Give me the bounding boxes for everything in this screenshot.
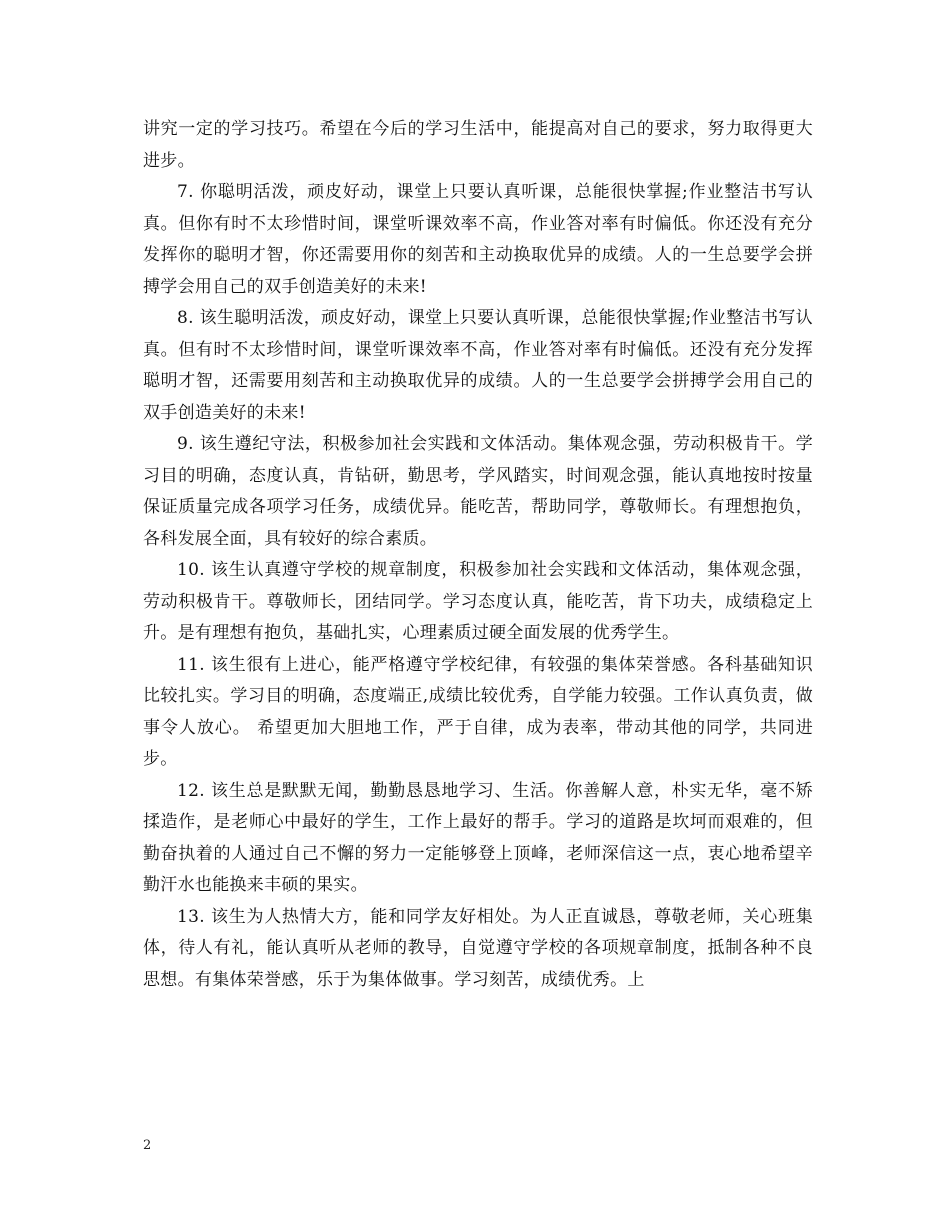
page-number: 2: [143, 1138, 152, 1153]
paragraph-item-7: 7. 你聪明活泼，顽皮好动，课堂上只要认真听课，总能很快掌握;作业整洁书写认真。但你有时不太珍惜时间，课堂听课效率不高，作业答对率有时偏低。你还没有充分发挥你的聪明才智，你还需要用你的刻苦和主动换取优异的成绩。人的一生总要学会拼搏学会用自己的双手创造美好的未来!: [143, 182, 813, 297]
paragraph-item-12: 12. 该生总是默默无闻，勤勤恳恳地学习、生活。你善解人意，朴实无华，毫不矫揉造作，是老师心中最好的学生，工作上最好的帮手。学习的道路是坎坷而艰难的，但勤奋执着的人通过自己不懈的努力一定能够登上顶峰，老师深信这一点，衷心地希望辛勤汗水也能换来丰硕的果实。: [143, 780, 813, 895]
paragraph-item-13: 13. 该生为人热情大方，能和同学友好相处。为人正直诚恳，尊敬老师，关心班集体，待人有礼，能认真听从老师的教导，自觉遵守学校的各项规章制度，抵制各种不良思想。有集体荣誉感，乐于为集体做事。学习刻苦，成绩优秀。上: [143, 906, 813, 990]
paragraph-item-8: 8. 该生聪明活泼，顽皮好动，课堂上只要认真听课，总能很快掌握;作业整洁书写认真。但有时不太珍惜时间，课堂听课效率不高，作业答对率有时偏低。还没有充分发挥聪明才智，还需要用刻苦和主动换取优异的成绩。人的一生总要学会拼搏学会用自己的双手创造美好的未来!: [143, 308, 813, 423]
document-body: [143, 114, 813, 996]
paragraph-item-9: 9. 该生遵纪守法，积极参加社会实践和文体活动。集体观念强，劳动积极肯干。学习目的明确，态度认真，肯钻研，勤思考，学风踏实，时间观念强，能认真地按时按量保证质量完成各项学习任务，成绩优异。能吃苦，帮助同学，尊敬师长。有理想抱负，各科发展全面，具有较好的综合素质。: [143, 434, 813, 549]
paragraph-item-10: 10. 该生认真遵守学校的规章制度，积极参加社会实践和文体活动，集体观念强，劳动积极肯干。尊敬师长，团结同学。学习态度认真，能吃苦，肯下功夫，成绩稳定上升。是有理想有抱负，基础扎实，心理素质过硬全面发展的优秀学生。: [143, 560, 813, 643]
paragraph-item-11: 11. 该生很有上进心，能严格遵守学校纪律，有较强的集体荣誉感。各科基础知识比较扎实。学习目的明确，态度端正,成绩比较优秀，自学能力较强。工作认真负责，做事令人放心。 希望更加大胆地工作，严于自律，成为表率，带动其他的同学，共同进步。: [143, 654, 813, 769]
paragraph-continuation: 讲究一定的学习技巧。希望在今后的学习生活中，能提高对自己的要求，努力取得更大进步。: [143, 119, 813, 171]
